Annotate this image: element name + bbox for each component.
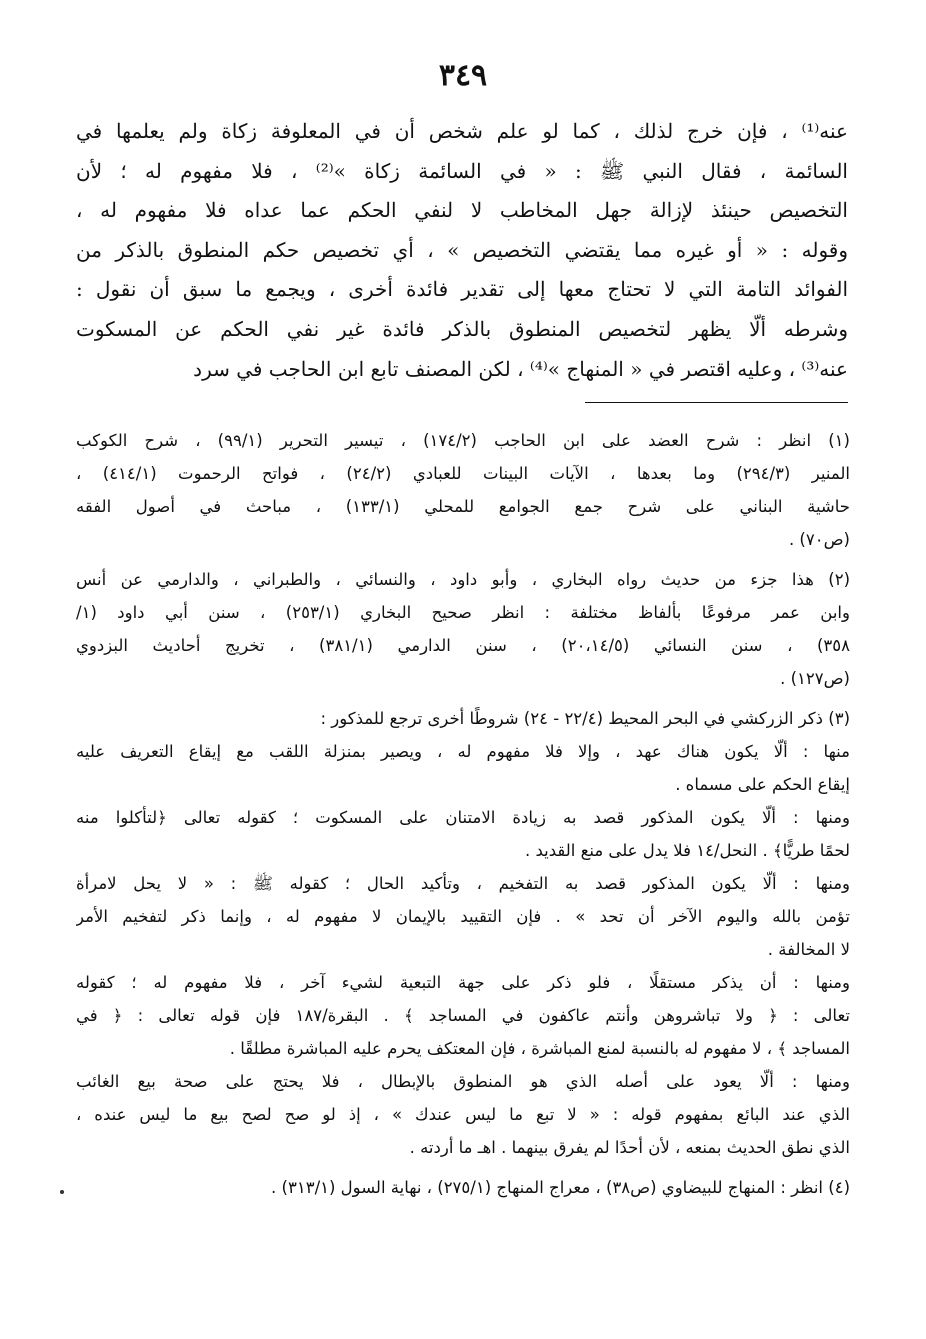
footnote-3 — [76, 702, 850, 1164]
footnote-line: ومنها : ألّا يعود على أصله الذي هو المنطوق بالإبطال ، فلا يحتج على صحة بيع الغائب — [76, 1072, 850, 1091]
footnote-line: ومنها : ألّا يكون المذكور قصد به التفخيم ، وتأكيد الحال ؛ كقوله ﷺ : « لا يحل لامرأة — [76, 874, 850, 893]
footnote-line: المنير (٢٩٤/٣) وما بعدها ، الآيات البينات للعبادي (٢٤/٢) ، فواتح الرحموت (٤١٤/١) ، — [76, 464, 850, 483]
footnote-line: إيقاع الحكم على مسماه . — [675, 775, 850, 794]
footnote-line: (ص٧٠) . — [788, 530, 850, 549]
footnote-separator — [585, 402, 848, 403]
body-line: السائمة ، فقال النبي ﷺ : « في السائمة زكاة »⁽²⁾ ، فلا مفهوم له ؛ لأن — [76, 158, 848, 183]
footnote-line: (ص١٢٧) . — [780, 669, 850, 688]
body-line: التخصيص حينئذ لإزالة جهل المخاطب لا لنفي الحكم عما عداه فلا مفهوم له ، — [76, 198, 848, 223]
body-line: وشرطه ألّا يظهر لتخصيص المنطوق بالذكر فائدة غير نفي الحكم عن المسكوت — [76, 316, 848, 341]
page-number: ٣٤٩ — [438, 58, 488, 93]
footnote-line: (٣) ذكر الزركشي في البحر المحيط (٢٢/٤ - ٢٤) شروطًا أخرى ترجع للمذكور : — [320, 709, 850, 728]
footnote-line: وابن عمر مرفوعًا بألفاظ مختلفة : انظر صحيح البخاري (٢٥٣/١) ، سنن أبي داود (١/ — [76, 603, 850, 622]
footnotes — [76, 424, 850, 1211]
footnote-line: ٣٥٨) ، سنن النسائي (٢٠،١٤/٥) ، سنن الدارمي (٣٨١/١) ، تخريج أحاديث البزدوي — [76, 636, 850, 655]
footnote-line: الذي عند البائع بمفهوم قوله : « لا تبع ما ليس عندك » ، إذ لو صح لصح بيع ما ليس عنده ، — [76, 1105, 850, 1124]
footnote-line: حاشية البناني على شرح جمع الجوامع للمحلي (١٣٣/١) ، مباحث في أصول الفقه — [76, 497, 850, 516]
main-text — [76, 112, 848, 389]
footnote-line: ومنها : ألّا يكون المذكور قصد به زيادة الامتنان على المسكوت ؛ كقوله تعالى ﴿لتأكلوا منه — [76, 808, 850, 827]
footnote-line: منها : ألّا يكون هناك عهد ، وإلا فلا مفهوم له ، ويصير بمنزلة اللقب مع إيقاع التعريف عليه — [76, 742, 850, 761]
body-line: الفوائد التامة التي لا تحتاج معها إلى تقدير فائدة أخرى ، ويجمع ما سبق أن نقول : — [76, 277, 848, 302]
footnote-line: الذي نطق الحديث بمنعه ، لأن أحدًا لم يفرق بينهما . اهـ ما أردته . — [409, 1138, 850, 1157]
footnote-2 — [76, 563, 850, 695]
footnote-line: تعالى : ﴿ ولا تباشروهن وأنتم عاكفون في المساجد ﴾ . البقرة/١٨٧ فإن قوله تعالى : ﴿ في — [76, 1006, 850, 1025]
footnote-line: المساجد ﴾ ، لا مفهوم له بالنسبة لمنع المباشرة ، فإن المعتكف يحرم عليه المباشرة مطلقًا . — [229, 1039, 850, 1058]
body-line: عنه⁽³⁾ ، وعليه اقتصر في « المنهاج »⁽⁴⁾ ، لكن المصنف تابع ابن الحاجب في سرد — [193, 356, 848, 381]
footnote-line: (١) انظر : شرح العضد على ابن الحاجب (١٧٤/٢) ، تيسير التحرير (٩٩/١) ، شرح الكوكب — [76, 431, 850, 450]
footnote-line: ومنها : أن يذكر مستقلًا ، فلو ذكر على جهة التبعية لشيء آخر ، فلا مفهوم له ؛ كقوله — [76, 973, 850, 992]
footnote-line: لا المخالفة . — [767, 940, 850, 959]
footnote-line: (٤) انظر : المنهاج للبيضاوي (ص٣٨) ، معراج المنهاج (٢٧٥/١) ، نهاية السول (٣١٣/١) . — [271, 1178, 850, 1197]
footnote-line: (٢) هذا جزء من حديث رواه البخاري ، وأبو داود ، والنسائي ، والطبراني ، والدارمي عن أنس — [76, 570, 850, 589]
footnote-4 — [76, 1171, 850, 1204]
body-line: عنه⁽¹⁾ ، فإن خرج لذلك ، كما لو علم شخص أن في المعلوفة زكاة ولم يعلمها في — [76, 119, 848, 143]
footnote-line: تؤمن بالله واليوم الآخر أن تحد » . فإن التقييد بالإيمان لا مفهوم له ، وإنما ذكر لتفخيم الأمر — [76, 907, 850, 926]
footnote-1 — [76, 424, 850, 556]
margin-mark — [60, 1190, 64, 1194]
footnote-line: لحمًا طريًّا﴾ . النحل/١٤ فلا يدل على منع القديد . — [524, 841, 850, 860]
body-line: وقوله : « أو غيره مما يقتضي التخصيص » ، أي تخصيص حكم المنطوق بالذكر من — [76, 237, 848, 262]
